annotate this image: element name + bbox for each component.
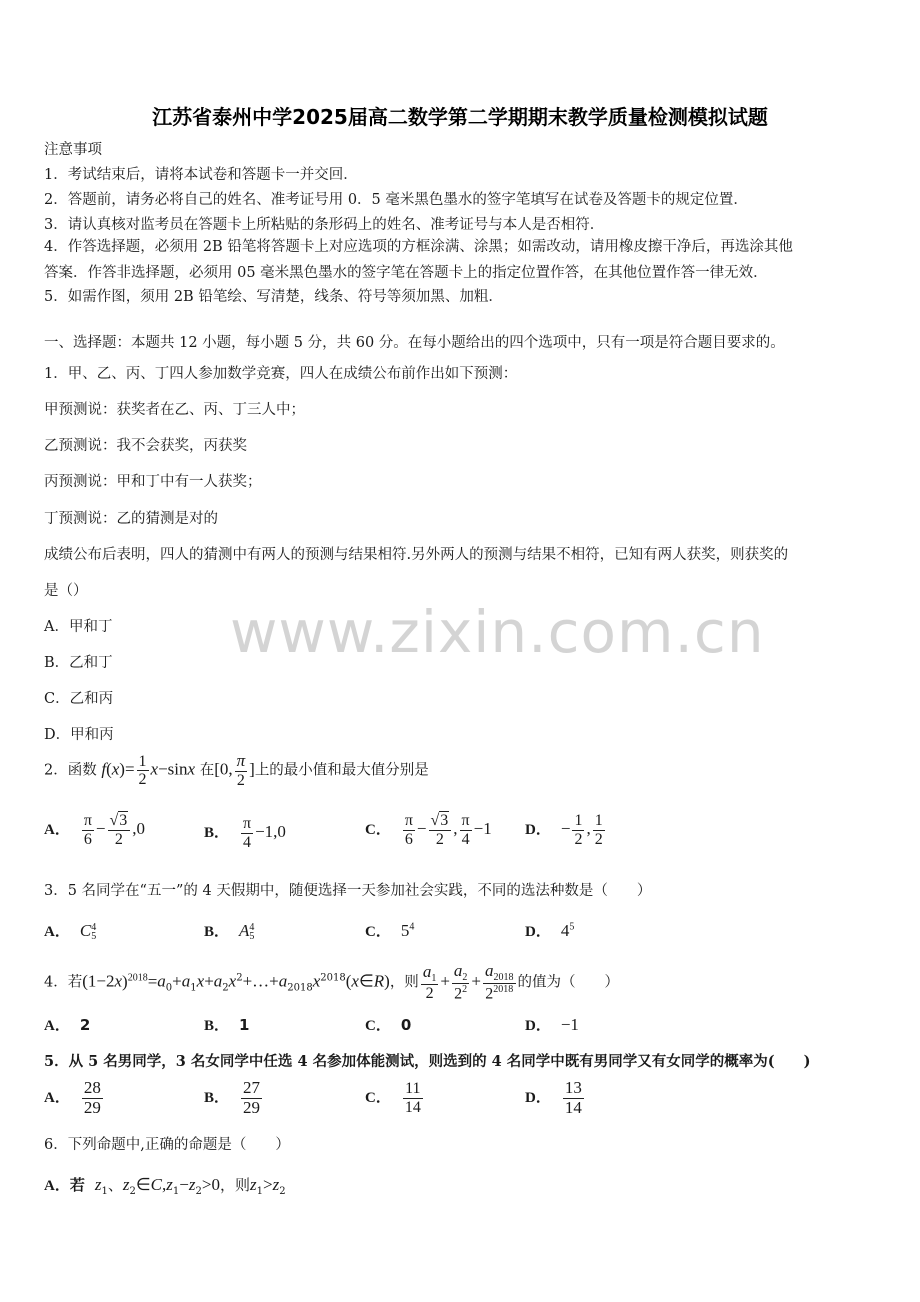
question-4-label: 4．若 — [44, 974, 83, 991]
notice-heading: 注意事项 — [44, 142, 102, 158]
question-5-option-c: C． $\frac{11}{14}$ — [365, 1080, 421, 1116]
question-1-text: 成绩公布后表明，四人的猜测中有两人的预测与结果相符.另外两人的预测与结果不相符，已知有两人获奖，则获奖的 — [44, 547, 789, 563]
section-heading: 一、选择题：本题共 12 小题，每小题 5 分，共 60 分。在每小题给出的四个选项中，只有一项是符合题目要求的。 — [44, 335, 785, 351]
question-1-text: 是（） — [44, 583, 88, 599]
notice-item: 答案．作答非选择题，必须用 05 毫米黑色墨水的签字笔在答题卡上的指定位置作答，在其他位置作答一律无效． — [44, 265, 768, 281]
question-4-stem: 4．若$(1-2x)^{2018}=a_0+a_1x+a_2x^2+\dots+a_{2018}x^{2018}(x\in R)$，则 $\frac{a_1}{2}$ + $\frac{a_2}{2^2}$ + $\frac{a_{2018}}{2^{2018}}$ 的值为（ ） — [44, 961, 619, 1003]
notice-item: 3．请认真核对监考员在答题卡上所粘贴的条形码上的姓名、准考证号与本人是否相符． — [44, 217, 605, 233]
question-1-option-a: A．甲和丁 — [44, 619, 113, 635]
question-1-option-c: C．乙和丙 — [44, 691, 114, 707]
question-2-option-b: B． $\frac{\pi}{4}$ −1,0 — [204, 815, 286, 851]
notice-item: 4．作答选择题，必须用 2B 铅笔将答题卡上对应选项的方框涂满、涂黑；如需改动，请用橡皮擦干净后，再选涂其他 — [44, 239, 793, 255]
question-2-option-a: A． $\frac{\pi}{6}$ − $\frac{√3}{2}$ ,0 — [44, 812, 146, 848]
question-3-option-a: A． C4 5 — [44, 921, 97, 942]
question-4-option-d: D． −1 — [525, 1015, 579, 1034]
question-4-mid: ，则 — [389, 974, 419, 991]
question-3-option-b: B． A4 5 — [204, 921, 255, 942]
notice-item: 1．考试结束后，请将本试卷和答题卡一并交回． — [44, 167, 358, 183]
question-1-statement: 丁预测说：乙的猜测是对的 — [44, 511, 218, 527]
question-4-option-c: C． 0 — [365, 1016, 412, 1034]
question-1-statement: 甲预测说：获奖者在乙、丙、丁三人中； — [44, 402, 305, 418]
question-2-stem: 2．函数 f(x)= $\frac{1}{2}$ x−sinx 在[0, $\frac{\pi}{2}$ ]上的最小值和最大值分别是 — [44, 751, 429, 789]
question-2-end: 上的最小值和最大值分别是 — [254, 762, 429, 779]
question-2-label: 2．函数 — [44, 762, 97, 779]
question-3-option-c: C． $5^4$ — [365, 921, 415, 940]
question-2-mid: 在 — [199, 762, 215, 779]
question-1-statement: 乙预测说：我不会获奖，丙获奖 — [44, 438, 247, 454]
question-2-option-d: D． − $\frac{1}{2}$ , $\frac{1}{2}$ — [525, 812, 603, 848]
question-5-option-b: B． $\frac{27}{29}$ — [204, 1078, 261, 1117]
question-4-end: 的值为（ ） — [517, 974, 619, 991]
question-1-option-d: D．甲和丙 — [44, 727, 114, 743]
watermark: www.zixin.com.cn — [230, 598, 765, 666]
notice-item: 2．答题前，请务必将自己的姓名、准考证号用 0．5 毫米黑色墨水的签字笔填写在试卷及答题卡的规定位置． — [44, 192, 748, 208]
question-3-option-d: D． $4^5$ — [525, 921, 575, 940]
question-4-option-a: A． 2 — [44, 1016, 91, 1034]
function-expression: f — [101, 759, 107, 779]
question-5-option-a: A． $\frac{28}{29}$ — [44, 1078, 101, 1117]
page-title: 江苏省泰州中学2025届高二数学第二学期期末教学质量检测模拟试题 — [152, 105, 768, 129]
question-5-option-d: D． $\frac{13}{14}$ — [525, 1078, 582, 1117]
question-5-stem: 5．从 5 名男同学，3 名女同学中任选 4 名参加体能测试，则选到的 4 名同学中既有男同学又有女同学的概率为( ) — [44, 1053, 811, 1070]
question-1-option-b: B．乙和丁 — [44, 655, 113, 671]
question-1-statement: 丙预测说：甲和丁中有一人获奖； — [44, 474, 262, 490]
question-1-stem: 1．甲、乙、丙、丁四人参加数学竞赛，四人在成绩公布前作出如下预测： — [44, 366, 518, 382]
question-3-stem: 3．5 名同学在“五一”的 4 天假期中，随便选择一天参加社会实践，不同的选法种数是（ ） — [44, 883, 652, 899]
question-2-option-c: C． $\frac{\pi}{6}$ − $\frac{√3}{2}$ , $\frac{\pi}{4}$ −1 — [365, 812, 492, 848]
question-6-stem: 6．下列命题中,正确的命题是（ ） — [44, 1137, 290, 1153]
question-4-option-b: B． 1 — [204, 1016, 250, 1034]
notice-item: 5．如需作图，须用 2B 铅笔绘、写清楚，线条、符号等须加黑、加粗． — [44, 289, 503, 305]
question-6-option-a: A．若 $z_1$、$z_2\in C,z_1-z_2>0$，则$z_1>z_2$ — [44, 1175, 286, 1197]
